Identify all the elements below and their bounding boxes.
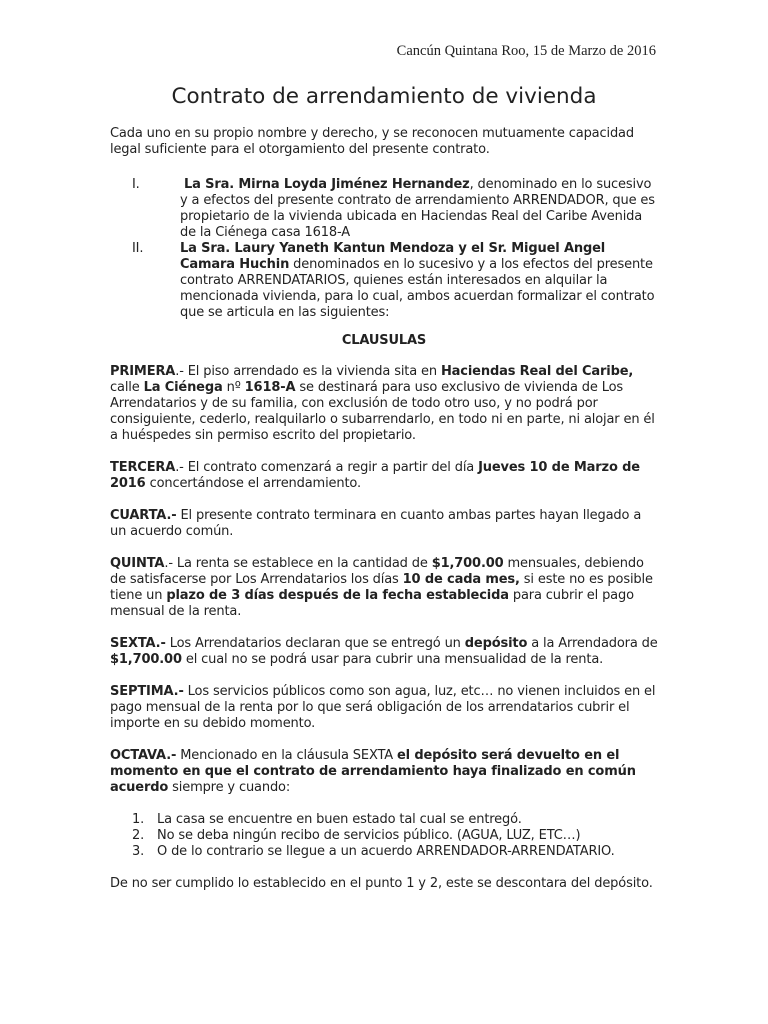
clause-label: SEXTA.-: [110, 636, 166, 651]
clause-quinta: QUINTA.- La renta se establece en la cantidad de $1,700.00 mensuales, debiendo de satisfacerse por Los Arrendatarios los días 10 de cada mes, si este no es posible tiene un plazo de 3 días después de la fecha establecida para cubrir el pago mensual de la renta.: [110, 556, 653, 619]
condition-text: O de lo contrario se llegue a un acuerdo ARRENDADOR-ARRENDATARIO.: [157, 844, 615, 859]
clause-label: PRIMERA: [110, 364, 176, 379]
clause-label: QUINTA: [110, 556, 165, 571]
clause-cuarta: CUARTA.- El presente contrato terminara en cuanto ambas partes hayan llegado a un acuerdo común.: [110, 508, 642, 539]
clause-label: TERCERA: [110, 460, 176, 475]
clause-sexta: SEXTA.- Los Arrendatarios declaran que se entregó un depósito a la Arrendadora de $1,700.00 el cual no se podrá usar para cubrir una mensualidad de la renta.: [110, 636, 658, 667]
condition-text: La casa se encuentre en buen estado tal cual se entregó.: [157, 812, 522, 827]
parties-list: [110, 177, 658, 321]
condition-number: 3.: [132, 844, 145, 859]
condition-item: [110, 844, 658, 860]
clause-octava: OCTAVA.- Mencionado en la cláusula SEXTA el depósito será devuelto en el momento en que el contrato de arrendamiento haya finalizado en común acuerdo siempre y cuando:: [110, 748, 636, 795]
condition-item: [110, 828, 658, 844]
condition-number: 1.: [132, 812, 145, 827]
clause-label: CUARTA.-: [110, 508, 177, 523]
clause-primera: PRIMERA.- El piso arrendado es la vivienda sita en Haciendas Real del Caribe, calle La Ciénega nº 1618-A se destinará para uso exclusivo de vivienda de Los Arrendatarios y de su familia, con exclusión de todo otro uso, y no podrá por consiguiente, cederlo, realquilarlo o subarrendarlo, en todo ni en parte, ni alojar en él a huéspedes sin permiso escrito del propietario.: [110, 364, 655, 443]
document-body: [110, 126, 658, 892]
party-item: [110, 177, 658, 241]
party-name: La Sra. Laury Yaneth Kantun Mendoza y el Sr. Miguel Angel Camara Huchin: [180, 241, 606, 272]
clauses-heading: CLAUSULAS: [341, 333, 427, 348]
party-text: La Sra. Mirna Loyda Jiménez Hernandez, denominado en lo sucesivo y a efectos del presente contrato de arrendamiento ARRENDADOR, que es propietario de la vivienda ubicada en Haciendas Real del Caribe Avenida de la Ciénega casa 1618-A: [180, 177, 655, 240]
party-numeral: I.: [132, 177, 140, 192]
closing-paragraph: De no ser cumplido lo establecido en el punto 1 y 2, este se descontara del depósito.: [110, 876, 653, 891]
condition-item: [110, 812, 658, 828]
party-name: La Sra. Mirna Loyda Jiménez Hernandez: [183, 177, 470, 192]
clause-label: OCTAVA.-: [110, 748, 177, 763]
party-item: [110, 241, 658, 321]
document-title: Contrato de arrendamiento de vivienda: [171, 84, 597, 109]
clause-tercera: TERCERA.- El contrato comenzará a regir a partir del día Jueves 10 de Marzo de 2016 concertándose el arrendamiento.: [110, 460, 640, 491]
condition-text: No se deba ningún recibo de servicios público. (AGUA, LUZ, ETC…): [157, 828, 581, 843]
clause-septima: SEPTIMA.- Los servicios públicos como son agua, luz, etc… no vienen incluidos en el pago mensual de la renta por lo que será obligación de los arrendatarios cubrir el importe en su debido momento.: [110, 684, 656, 731]
clause-label: SEPTIMA.-: [110, 684, 184, 699]
intro-paragraph: Cada uno en su propio nombre y derecho, y se reconocen mutuamente capacidad legal suficiente para el otorgamiento del presente contrato.: [110, 126, 634, 157]
conditions-list: [110, 812, 658, 860]
condition-number: 2.: [132, 828, 145, 843]
party-text: La Sra. Laury Yaneth Kantun Mendoza y el Sr. Miguel Angel Camara Huchin denominados en lo sucesivo y a los efectos del presente contrato ARRENDATARIOS, quienes están interesados en alquilar la mencionada vivienda, para lo cual, ambos acuerdan formalizar el contrato que se articula en las siguientes:: [180, 241, 655, 320]
party-numeral: II.: [132, 241, 144, 256]
date-line: Cancún Quintana Roo, 15 de Marzo de 2016: [396, 43, 656, 59]
